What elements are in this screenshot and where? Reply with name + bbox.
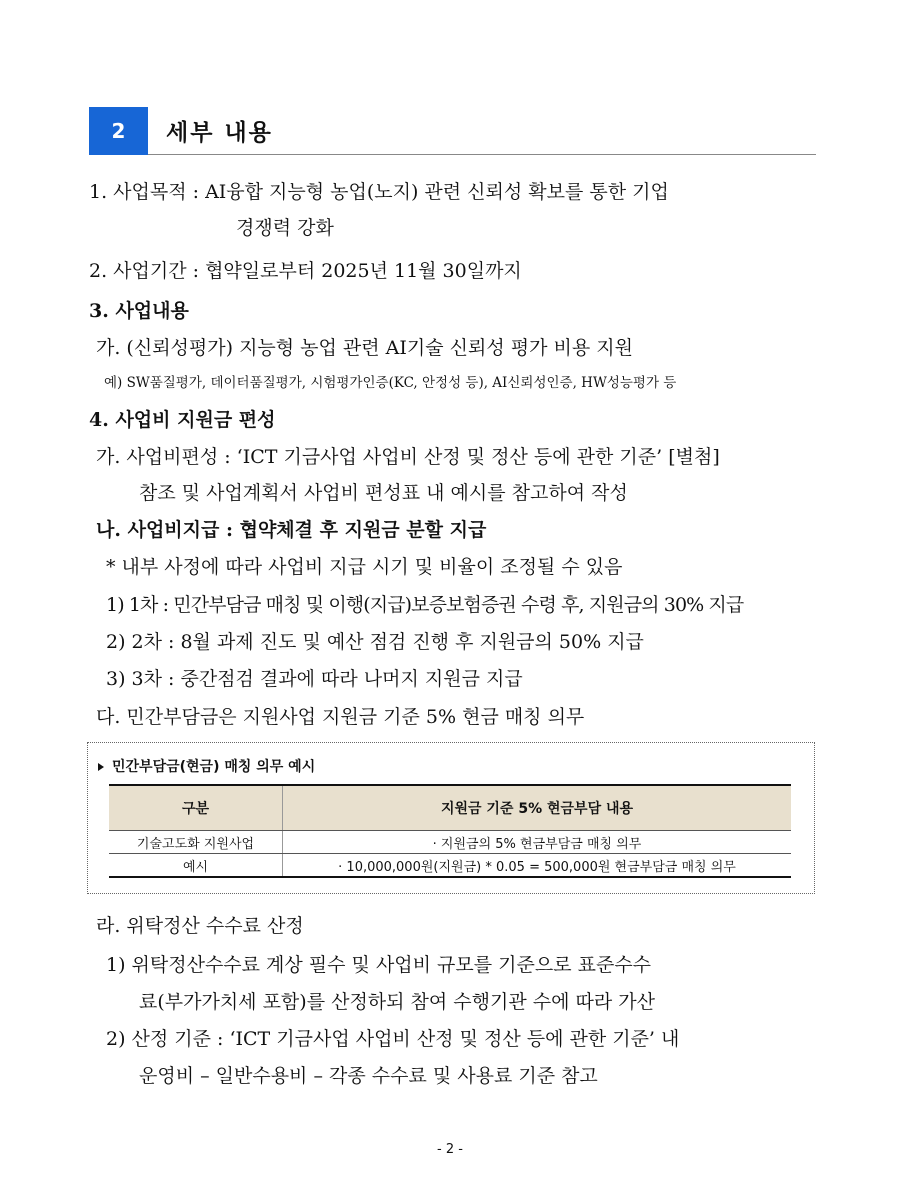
budget-item-b: 나. 사업비지급 : 협약체결 후 지원금 분할 지급 (96, 519, 487, 541)
purpose-line-2: 경쟁력 강화 (236, 217, 334, 239)
budget-item-b-note: * 내부 사정에 따라 사업비 지급 시기 및 비율이 조정될 수 있음 (106, 556, 623, 578)
section-number-badge: 2 (89, 107, 148, 155)
table-cell: 기술고도화 지원사업 (109, 831, 283, 854)
budget-item-d-1-line-1: 1) 위탁정산수수료 계상 필수 및 사업비 규모를 기준으로 표준수수 (106, 954, 652, 976)
budget-item-d: 라. 위탁정산 수수료 산정 (96, 915, 304, 937)
table-cell: · 지원금의 5% 현금부담금 매칭 의무 (283, 831, 792, 854)
budget-item-c: 다. 민간부담금은 지원사업 지원금 기준 5% 현금 매칭 의무 (96, 706, 585, 728)
budget-item-a-line-2: 참조 및 사업계획서 사업비 편성표 내 예시를 참고하여 작성 (139, 482, 628, 504)
section-divider (148, 154, 816, 155)
table-header-category: 구분 (109, 785, 283, 831)
content-example: 예) SW품질평가, 데이터품질평가, 시험평가인증(KC, 안정성 등), AI신뢰성인증, HW성능평가 등 (104, 375, 677, 391)
table-row (109, 831, 791, 854)
table-cell: 예시 (109, 854, 283, 878)
purpose-line-1: 1. 사업목적 : AI융합 지능형 농업(노지) 관련 신뢰성 확보를 통한 기업 (89, 181, 669, 203)
period-line: 2. 사업기간 : 협약일로부터 2025년 11월 30일까지 (89, 260, 522, 282)
budget-item-b-1: 1) 1차 : 민간부담금 매칭 및 이행(지급)보증보험증권 수령 후, 지원금의 30% 지급 (106, 594, 744, 616)
budget-item-d-1-line-2: 료(부가가치세 포함)를 산정하되 참여 수행기관 수에 따라 가산 (139, 991, 655, 1013)
table-header-row (109, 785, 791, 831)
matching-example-table (109, 784, 791, 878)
content-item-a: 가. (신뢰성평가) 지능형 농업 관련 AI기술 신뢰성 평가 비용 지원 (96, 337, 633, 359)
table-cell: · 10,000,000원(지원금) * 0.05 = 500,000원 현금부담금 매칭 의무 (283, 854, 792, 878)
triangle-bullet-icon (98, 763, 104, 771)
page-number: - 2 - (437, 1142, 463, 1157)
section-title: 세부 내용 (166, 120, 273, 146)
budget-heading: 4. 사업비 지원금 편성 (89, 409, 276, 431)
budget-item-a-line-1: 가. 사업비편성 : ‘ICT 기금사업 사업비 산정 및 정산 등에 관한 기준’ [별첨] (96, 446, 720, 468)
table-row (109, 854, 791, 878)
table-header-content: 지원금 기준 5% 현금부담 내용 (283, 785, 792, 831)
budget-item-d-2-line-1: 2) 산정 기준 : ‘ICT 기금사업 사업비 산정 및 정산 등에 관한 기준’ 내 (106, 1028, 680, 1050)
note-box-title: 민간부담금(현금) 매칭 의무 예시 (112, 759, 316, 775)
budget-item-d-2-line-2: 운영비 – 일반수용비 – 각종 수수료 및 사용료 기준 참고 (139, 1065, 598, 1087)
note-box-title-row (98, 756, 315, 776)
content-heading: 3. 사업내용 (89, 300, 189, 322)
budget-item-b-2: 2) 2차 : 8월 과제 진도 및 예산 점검 진행 후 지원금의 50% 지급 (106, 631, 644, 653)
budget-item-b-3: 3) 3차 : 중간점검 결과에 따라 나머지 지원금 지급 (106, 668, 523, 690)
